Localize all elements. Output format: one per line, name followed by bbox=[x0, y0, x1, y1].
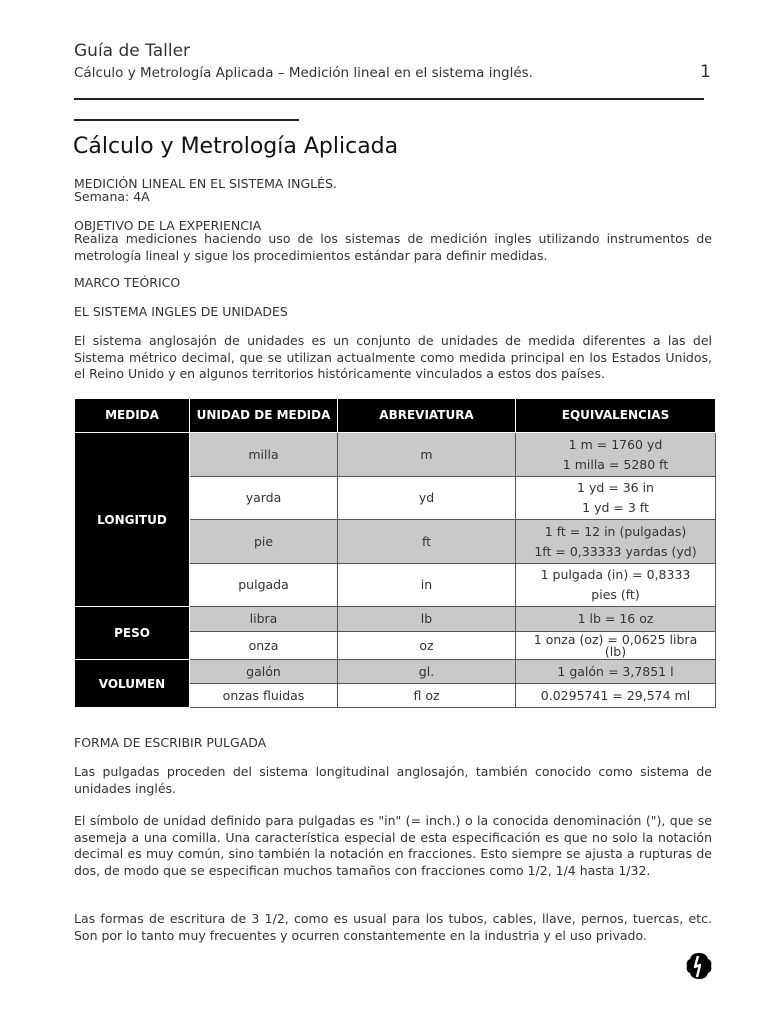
table-header-cell: EQUIVALENCIAS bbox=[516, 399, 716, 433]
abbr-cell: yd bbox=[338, 477, 516, 520]
unit-cell: onzas fluidas bbox=[190, 684, 338, 708]
equivalence-cell bbox=[516, 477, 716, 520]
units-text: El sistema anglosajón de unidades es un conjunto de unidades de medida diferentes a las del Sistema métrico decimal, que se utilizan actualmente como medida principal en los Estados Unidos, el Reino Unido y en algunos territorios históricamente vinculados a estos dos países. bbox=[74, 333, 712, 381]
abbr-cell: oz bbox=[338, 632, 516, 660]
equivalence-line: 1 pulgada (in) = 0,8333 bbox=[540, 567, 691, 582]
header-subtitle: Cálculo y Metrología Aplicada – Medición lineal en el sistema inglés. bbox=[74, 65, 533, 81]
equivalence-line: 1 yd = 3 ft bbox=[582, 500, 649, 515]
unit-cell: libra bbox=[190, 607, 338, 632]
objective-text: Realiza mediciones haciendo uso de los sistemas de medición ingles utilizando instrumentos de metrología lineal y sigue los procedimientos estándar para definir medidas. bbox=[74, 231, 712, 263]
abbr-cell: in bbox=[338, 564, 516, 607]
table-row bbox=[75, 607, 716, 632]
equivalence-line: 1 yd = 36 in bbox=[577, 480, 654, 495]
equivalence-line: 1 onza (oz) = 0,0625 libra bbox=[533, 631, 698, 647]
table-row bbox=[75, 660, 716, 684]
equivalence-cell bbox=[516, 564, 716, 607]
inch-paragraph-3: Las formas de escritura de 3 1/2, como es usual para los tubos, cables, llave, pernos, tuercas, etc. Son por lo tanto muy frecuentes y ocurren constantemente en la industria y el uso privado. bbox=[74, 911, 712, 943]
category-cell: LONGITUD bbox=[75, 433, 190, 607]
table-header-cell: UNIDAD DE MEDIDA bbox=[190, 399, 338, 433]
units-heading: EL SISTEMA INGLES DE UNIDADES bbox=[74, 304, 288, 319]
equivalence-cell bbox=[516, 433, 716, 477]
abbr-cell: gl. bbox=[338, 660, 516, 684]
inch-heading: FORMA DE ESCRIBIR PULGADA bbox=[74, 735, 267, 750]
table-header-cell: ABREVIATURA bbox=[338, 399, 516, 433]
unit-cell: galón bbox=[190, 660, 338, 684]
header-rule-short bbox=[74, 119, 299, 121]
equivalence-line: (lb) bbox=[604, 643, 627, 659]
table-row bbox=[75, 433, 716, 477]
category-cell: PESO bbox=[75, 607, 190, 660]
table-header-row bbox=[75, 399, 716, 433]
equivalence-line: 1 m = 1760 yd bbox=[568, 436, 663, 452]
objective-heading: OBJETIVO DE LA EXPERIENCIA bbox=[74, 218, 262, 233]
unit-cell: pulgada bbox=[190, 564, 338, 607]
brain-logo-icon bbox=[683, 950, 715, 982]
equivalence-line: 1ft = 0,33333 yardas (yd) bbox=[534, 543, 697, 559]
equivalence-cell: 1 galón = 3,7851 l bbox=[516, 660, 716, 684]
equivalence-cell bbox=[516, 520, 716, 564]
theory-heading: MARCO TEÓRICO bbox=[74, 275, 181, 290]
week-label: Semana: 4A bbox=[74, 189, 150, 204]
equivalence-cell: 1 lb = 16 oz bbox=[516, 607, 716, 632]
equivalence-line: 1 ft = 12 in (pulgadas) bbox=[544, 523, 687, 539]
abbr-cell: m bbox=[338, 433, 516, 477]
equivalence-cell bbox=[516, 632, 716, 660]
equivalence-line: 1 milla = 5280 ft bbox=[562, 456, 669, 472]
section-heading: MEDICIÓN LINEAL EN EL SISTEMA INGLÉS. bbox=[74, 176, 337, 191]
abbr-cell: fl oz bbox=[338, 684, 516, 708]
units-table bbox=[74, 398, 716, 708]
header-rule bbox=[74, 98, 704, 100]
equivalence-line: pies (ft) bbox=[591, 587, 640, 602]
document-title: Cálculo y Metrología Aplicada bbox=[73, 134, 399, 159]
unit-cell: milla bbox=[190, 433, 338, 477]
inch-paragraph-1: Las pulgadas proceden del sistema longitudinal anglosajón, también conocido como sistema de unidades inglés. bbox=[74, 764, 712, 796]
unit-cell: pie bbox=[190, 520, 338, 564]
inch-paragraph-2: El símbolo de unidad definido para pulgadas es "in" (= inch.) o la conocida denominación ("), que se asemeja a una comilla. Una característica especial de esta especificación es que no solo la notación decimal es muy común, sino también la notación en fracciones. Esto siempre se ajusta a rupturas de dos, de modo que se especifican muchos tamaños con fracciones como 1/2, 1/4 hasta 1/32. bbox=[74, 813, 712, 878]
category-cell: VOLUMEN bbox=[75, 660, 190, 708]
equivalence-cell: 0.0295741 = 29,574 ml bbox=[516, 684, 716, 708]
unit-cell: onza bbox=[190, 632, 338, 660]
abbr-cell: ft bbox=[338, 520, 516, 564]
unit-cell: yarda bbox=[190, 477, 338, 520]
page-number: 1 bbox=[700, 62, 711, 82]
header-title: Guía de Taller bbox=[74, 41, 191, 61]
table-header-cell: MEDIDA bbox=[75, 399, 190, 433]
abbr-cell: lb bbox=[338, 607, 516, 632]
